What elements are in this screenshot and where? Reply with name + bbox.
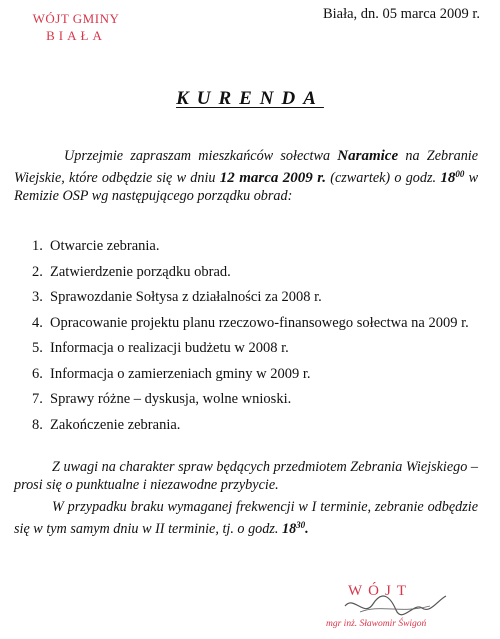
list-item xyxy=(32,391,478,408)
intro-paragraph xyxy=(14,147,478,205)
list-item xyxy=(32,417,478,434)
intro-part-2: na Zebranie Wiejskie, które odbędzie się w dniu xyxy=(14,148,479,186)
list-item xyxy=(32,315,478,332)
agenda-text: Zatwierdzenie porządku obrad. xyxy=(50,263,231,280)
stamp-line-2: BIAŁA xyxy=(46,28,106,43)
agenda-number: 4. xyxy=(32,314,43,331)
agenda-number: 7. xyxy=(32,391,43,407)
meeting-hour xyxy=(440,170,464,186)
agenda-text: Otwarcie zebrania. xyxy=(50,238,160,254)
second-term-hour-value: 18 xyxy=(281,521,297,537)
signatory-name: mgr inż. Sławomir Świgoń xyxy=(326,619,427,629)
meeting-minutes: 00 xyxy=(455,169,465,179)
meeting-hour-value: 18 xyxy=(440,170,456,186)
place-date: Biała, dn. 05 marca 2009 r. xyxy=(322,6,480,22)
agenda-list xyxy=(32,238,478,442)
agenda-number: 8. xyxy=(32,416,43,433)
list-item xyxy=(32,264,478,281)
agenda-number: 3. xyxy=(32,289,43,305)
stamp-line-1: WÓJT GMINY xyxy=(32,11,120,26)
quorum-note-text: W przypadku braku wymaganej frekwencji w I terminie, zebranie odbędzie się w tym samym dniu w II terminie, tj. o godz. xyxy=(14,499,478,537)
meeting-date: 12 marca 2009 r. xyxy=(219,170,327,186)
intro-part-3: (czwartek) o godz. xyxy=(330,170,437,186)
list-item xyxy=(32,340,478,357)
list-item xyxy=(32,238,478,255)
office-stamp xyxy=(30,10,122,44)
second-term-minutes: 30 xyxy=(296,520,306,530)
intro-part-1: Uprzejmie zapraszam mieszkańców sołectwa xyxy=(64,148,331,164)
punctuality-note: Z uwagi na charakter spraw będących przedmiotem Zebrania Wiejskiego – prosi się o punktualne i niezawodne przybycie. xyxy=(14,459,478,493)
agenda-number: 2. xyxy=(32,263,43,280)
second-term-end: . xyxy=(305,521,309,537)
second-term-hour xyxy=(282,521,309,537)
agenda-text: Sprawozdanie Sołtysa z działalności za 2008 r. xyxy=(50,289,322,305)
agenda-text: Informacja o zamierzeniach gminy w 2009 r. xyxy=(50,365,311,382)
agenda-text: Informacja o realizacji budżetu w 2008 r. xyxy=(50,340,289,356)
list-item xyxy=(32,366,478,383)
agenda-number: 6. xyxy=(32,365,43,382)
village-name: Naramice xyxy=(337,148,399,164)
signature-title: WÓJT xyxy=(348,583,412,599)
document-title xyxy=(0,88,500,110)
agenda-number: 1. xyxy=(32,238,43,254)
quorum-note xyxy=(14,498,478,538)
agenda-text: Opracowanie projektu planu rzeczowo-finansowego sołectwa na 2009 r. xyxy=(50,314,469,331)
agenda-text: Zakończenie zebrania. xyxy=(50,416,181,433)
agenda-number: 5. xyxy=(32,340,43,356)
list-item xyxy=(32,289,478,306)
agenda-text: Sprawy różne – dyskusja, wolne wnioski. xyxy=(50,391,292,407)
intro-part-4: w Remizie OSP wg następującego porządku obrad: xyxy=(14,170,479,204)
handwritten-signature xyxy=(340,592,450,622)
document-title-text: KURENDA xyxy=(176,88,324,109)
